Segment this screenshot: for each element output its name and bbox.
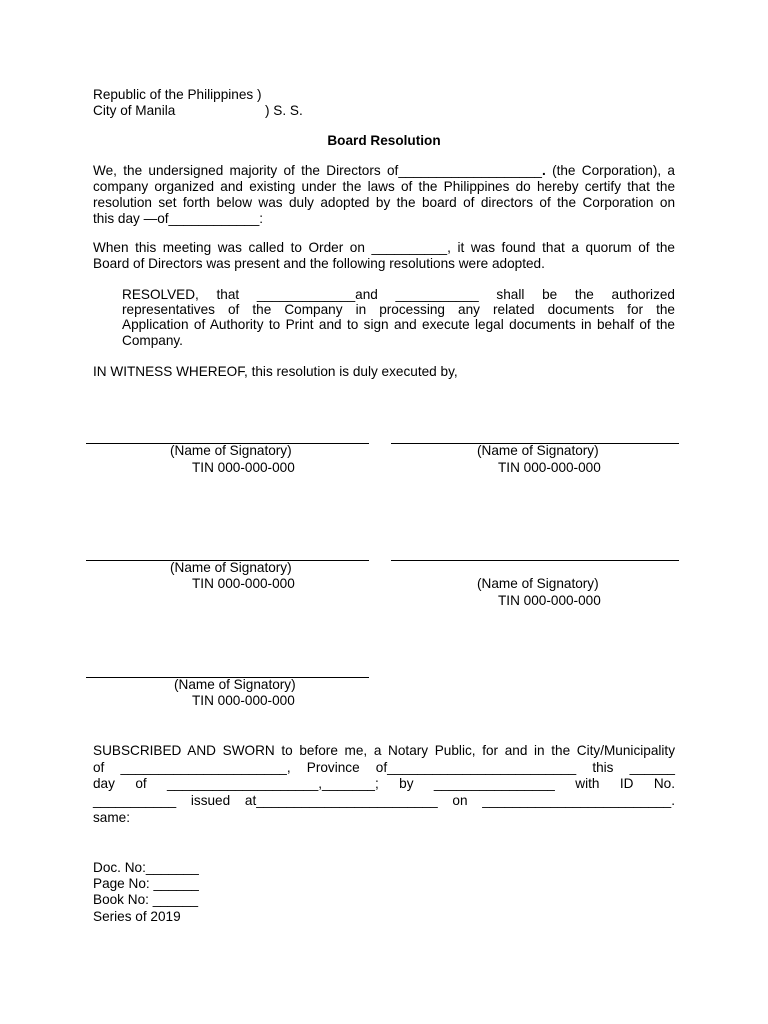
jurat-line1: SUBSCRIBED AND SWORN to before me, a Notary Public, for and in the City/Municipality [93, 743, 675, 758]
document-title: Board Resolution [327, 133, 441, 148]
series-year: Series of 2019 [93, 909, 181, 924]
signatory-4-tin: TIN 000-000-000 [498, 593, 601, 608]
resolved-line1: RESOLVED, that _____________and ___________ shall be the authorized [122, 287, 675, 302]
para1-line1-text: We, the undersigned majority of the Directors of [93, 163, 399, 178]
para1-line4: this day —of____________: [93, 211, 264, 226]
corporation-dot: . [541, 163, 546, 178]
corporation-blank: ___________________ [398, 163, 542, 178]
jurat-line3: day of ____________________,_______; by ________________ with ID No. [93, 776, 675, 791]
page-number: Page No: ______ [93, 876, 199, 891]
para1-line2: company organized and existing under the laws of the Philippines do hereby certify that the [93, 179, 675, 194]
para2-line2: Board of Directors was present and the following resolutions were adopted. [93, 256, 545, 271]
signature-line-4 [391, 560, 679, 561]
para1-line1-rest: (the Corporation), a [545, 163, 675, 178]
doc-number: Doc. No:_______ [93, 860, 199, 875]
signatory-3-tin: TIN 000-000-000 [192, 576, 295, 591]
header-republic: Republic of the Philippines ) [93, 87, 262, 102]
signatory-2-name: (Name of Signatory) [477, 443, 599, 458]
signatory-1-name: (Name of Signatory) [170, 443, 292, 458]
witness-statement: IN WITNESS WHEREOF, this resolution is duly executed by, [93, 364, 458, 379]
signatory-2-tin: TIN 000-000-000 [498, 460, 601, 475]
jurat-line2: of ______________________, Province of_________________________ this ______ [93, 760, 675, 775]
para2-line1: When this meeting was called to Order on __________, it was found that a quorum of the [93, 240, 675, 255]
para1-line3: resolution set forth below was duly adopted by the board of directors of the Corporation on [93, 195, 675, 210]
signatory-5-tin: TIN 000-000-000 [192, 693, 295, 708]
book-number: Book No: ______ [93, 892, 199, 907]
resolved-line2: representatives of the Company in processing any related documents for the [122, 302, 675, 317]
header-city: City of Manila [93, 103, 176, 118]
signatory-3-name: (Name of Signatory) [170, 560, 292, 575]
signatory-4-name: (Name of Signatory) [477, 576, 599, 591]
header-ss: ) S. S. [265, 103, 303, 118]
resolved-line4: Company. [122, 333, 183, 348]
jurat-line4: ___________ issued at________________________ on _________________________. [93, 793, 675, 808]
signatory-1-tin: TIN 000-000-000 [192, 460, 295, 475]
para1-line1 [93, 163, 675, 180]
resolved-line3: Application of Authority to Print and to sign and execute legal documents in behalf of the [122, 317, 675, 332]
signatory-5-name: (Name of Signatory) [174, 677, 296, 692]
jurat-line5: same: [93, 810, 131, 825]
